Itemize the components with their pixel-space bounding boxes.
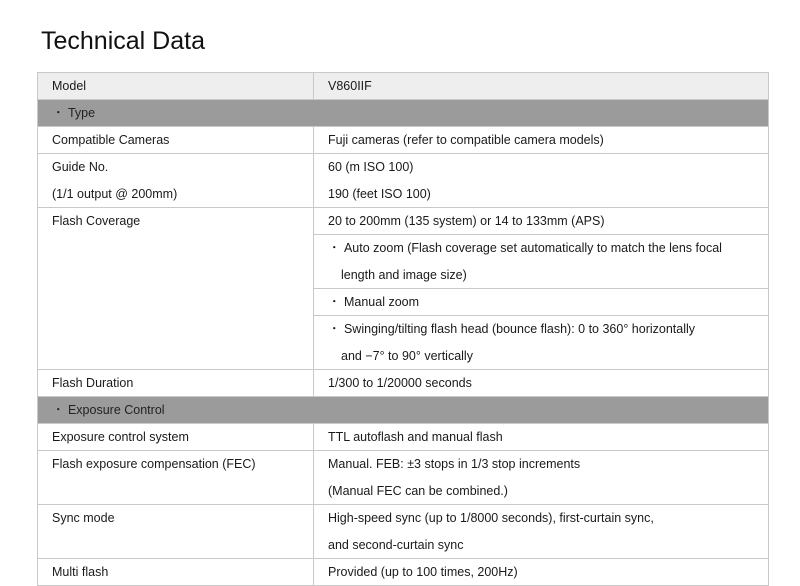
table-row-compatible-cameras xyxy=(38,127,769,154)
value-line: (Manual FEC can be combined.) xyxy=(328,483,508,498)
table-row-flash-coverage xyxy=(38,208,769,235)
row-value: Provided (up to 100 times, 200Hz) xyxy=(314,559,769,586)
page-title: Technical Data xyxy=(41,27,205,55)
row-label: Compatible Cameras xyxy=(38,127,314,154)
row-label: Sync mode xyxy=(38,505,314,559)
row-label: Multi flash xyxy=(38,559,314,586)
value-line: 60 (m ISO 100) xyxy=(328,160,414,174)
section-heading: ・ Exposure Control xyxy=(38,397,769,424)
row-label: Model xyxy=(38,73,314,100)
row-value: TTL autoflash and manual flash xyxy=(314,424,769,451)
row-value: V860IIF xyxy=(314,73,769,100)
row-value xyxy=(314,154,769,208)
value-line: ・ Swinging/tilting flash head (bounce flash): 0 to 360° horizontally xyxy=(328,322,696,336)
table-row-sync-mode xyxy=(38,505,769,559)
value-line: and second-curtain sync xyxy=(328,537,464,552)
row-value: ・ Manual zoom xyxy=(314,289,769,316)
technical-data-table xyxy=(37,72,769,586)
row-label: Flash exposure compensation (FEC) xyxy=(38,451,314,505)
row-value xyxy=(314,316,769,370)
row-label: Flash Coverage xyxy=(38,208,314,370)
section-row-exposure-control xyxy=(38,397,769,424)
row-value xyxy=(314,505,769,559)
value-line: and −7° to 90° vertically xyxy=(341,348,473,363)
row-value: 1/300 to 1/20000 seconds xyxy=(314,370,769,397)
value-line: Manual. FEB: ±3 stops in 1/3 stop increments xyxy=(328,457,581,471)
row-value: Fuji cameras (refer to compatible camera models) xyxy=(314,127,769,154)
value-line: length and image size) xyxy=(341,267,467,282)
row-label xyxy=(38,154,314,208)
section-heading: ・ Type xyxy=(38,100,769,127)
label-line: (1/1 output @ 200mm) xyxy=(52,186,178,201)
table-row-exposure-system xyxy=(38,424,769,451)
row-value: 20 to 200mm (135 system) or 14 to 133mm (APS) xyxy=(314,208,769,235)
table-row-guide-number xyxy=(38,154,769,208)
row-label: Exposure control system xyxy=(38,424,314,451)
section-row-type xyxy=(38,100,769,127)
row-value xyxy=(314,235,769,289)
table-row-model xyxy=(38,73,769,100)
value-line: ・ Auto zoom (Flash coverage set automatically to match the lens focal xyxy=(328,241,722,255)
value-line: High-speed sync (up to 1/8000 seconds), first-curtain sync, xyxy=(328,511,654,525)
table-row-multi-flash xyxy=(38,559,769,586)
table-row-flash-duration xyxy=(38,370,769,397)
label-line: Guide No. xyxy=(52,160,109,174)
row-value xyxy=(314,451,769,505)
table-row-fec xyxy=(38,451,769,505)
row-label: Flash Duration xyxy=(38,370,314,397)
value-line: 190 (feet ISO 100) xyxy=(328,186,431,201)
